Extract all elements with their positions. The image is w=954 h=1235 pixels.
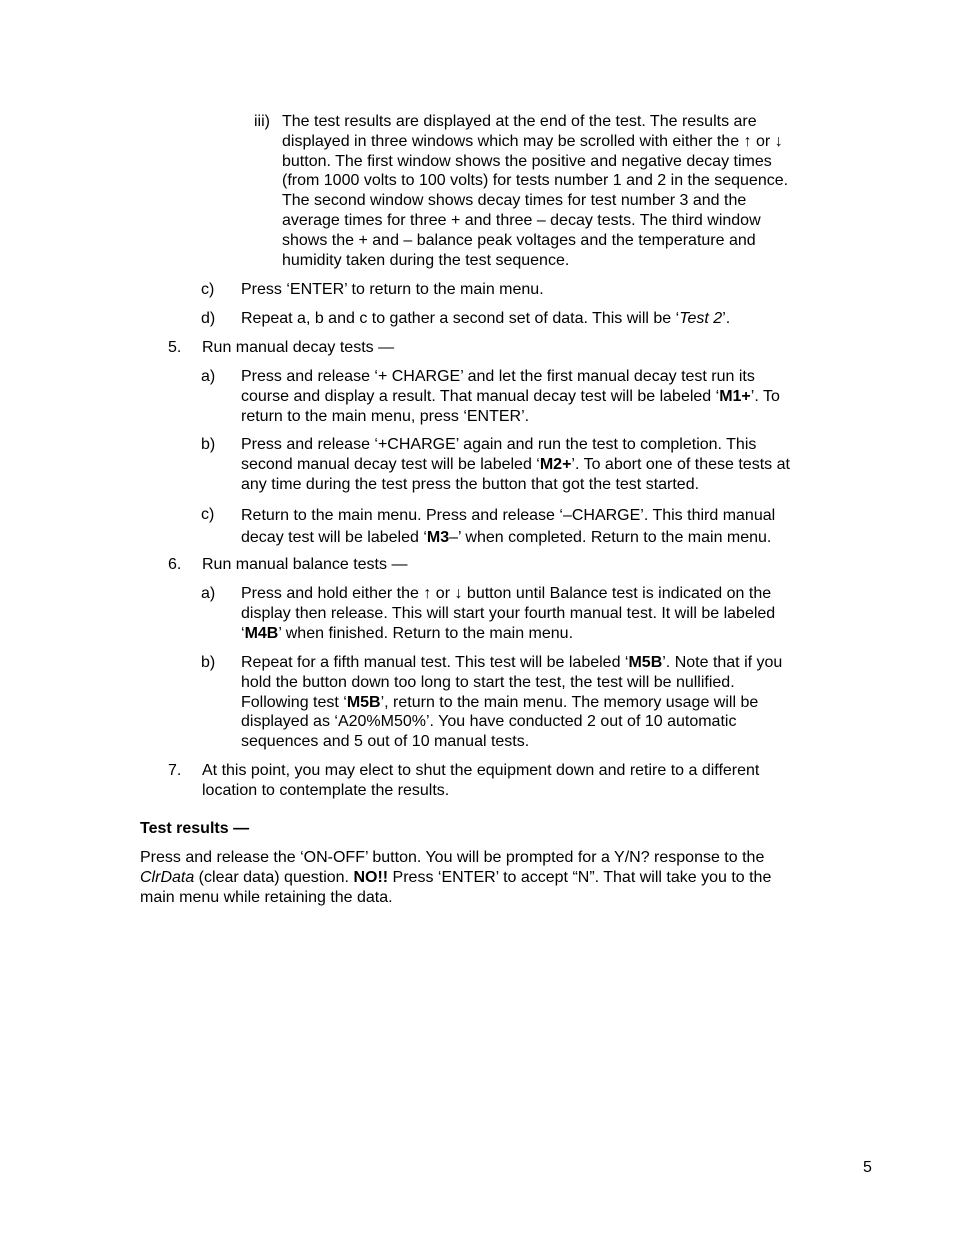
text-line: The second window shows decay times for test number 3 and the — [282, 192, 747, 210]
text-line: displayed in three windows which may be scrolled with either the ↑ or ↓ — [282, 132, 783, 150]
bold-label: M2+ — [539, 455, 572, 473]
item-label: b) — [201, 436, 216, 453]
down-arrow-icon: ↓ — [454, 585, 463, 602]
text-line: Following test ‘M5B’, return to the main menu. The memory usage will be — [241, 693, 759, 711]
text-line: course and display a result. That manual decay test will be labeled ‘M1+’. To — [241, 387, 780, 405]
text-line: any time during the test press the button that got the test started. — [241, 475, 700, 493]
down-arrow-icon: ↓ — [774, 132, 783, 150]
up-arrow-icon: ↑ — [423, 585, 432, 602]
bold-label: M5B — [346, 693, 381, 711]
text-line: ClrData (clear data) question. NO!! Press ‘ENTER’ to accept “N”. That will take you to the — [140, 868, 772, 886]
text-line: humidity taken during the test sequence. — [282, 251, 570, 269]
item-label: b) — [201, 654, 216, 671]
bold-label: M4B — [244, 624, 279, 642]
text-line: average times for three + and three – decay tests. The third window — [282, 211, 761, 229]
item-label: a) — [201, 585, 216, 602]
step-text — [202, 338, 394, 358]
item-label: d) — [201, 310, 216, 327]
item-label: c) — [201, 506, 215, 523]
page-number: 5 — [863, 1159, 872, 1176]
section-paragraph — [140, 848, 771, 907]
bold-label: M5B — [628, 654, 663, 671]
text-line: (from 1000 volts to 100 volts) for tests number 1 and 2 in the sequence. — [282, 172, 789, 190]
text-line: ‘M4B’ when finished. Return to the main menu. — [241, 624, 574, 642]
text-line: sequences and 5 out of 10 manual tests. — [241, 733, 530, 751]
text-line: hold the button down too long to start the test, the test will be nullified. — [241, 673, 735, 691]
step-number: 7. — [168, 762, 182, 779]
item-text — [241, 435, 790, 494]
section-heading: Test results — — [140, 820, 250, 837]
text-line: Press and release the ‘ON-OFF’ button. You will be prompted for a Y/N? response to the — [140, 849, 765, 866]
item-label: a) — [201, 368, 216, 385]
step-number: 6. — [168, 556, 182, 573]
text-line: main menu while retaining the data. — [140, 888, 393, 906]
bold-label: M3 — [426, 528, 450, 546]
step-number: 5. — [168, 339, 182, 356]
text-line: shows the + and – balance peak voltages and the temperature and — [282, 231, 756, 249]
italic-term: Test 2 — [679, 310, 723, 327]
item-text — [241, 280, 544, 300]
text-line: Run manual decay tests — — [202, 339, 395, 356]
item-text — [241, 505, 775, 548]
text-line: return to the main menu, press ‘ENTER’. — [241, 407, 530, 425]
item-text — [241, 309, 730, 329]
text-line: Repeat a, b and c to gather a second set of data. This will be ‘Test 2’. — [241, 310, 731, 327]
text-line: Press and release ‘+CHARGE’ again and run the test to completion. This — [241, 436, 757, 453]
text-line: At this point, you may elect to shut the equipment down and retire to a different — [202, 762, 760, 779]
text-line: Press and hold either the ↑ or ↓ button until Balance test is indicated on the — [241, 585, 772, 602]
item-text — [241, 653, 782, 752]
text-line: The test results are displayed at the end of the test. The results are — [282, 113, 757, 130]
item-label: c) — [201, 281, 215, 298]
up-arrow-icon: ↑ — [743, 132, 752, 150]
text-line: Press and release ‘+ CHARGE’ and let the first manual decay test run its — [241, 368, 755, 385]
text-line: Repeat for a fifth manual test. This test will be labeled ‘M5B’. Note that if you — [241, 654, 783, 671]
step-text — [202, 761, 759, 801]
item-text — [241, 584, 775, 643]
text-line: displayed as ‘A20%M50%’. You have conducted 2 out of 10 automatic — [241, 713, 737, 731]
step-text — [202, 555, 407, 575]
italic-term: ClrData — [140, 868, 195, 886]
text-line: Run manual balance tests — — [202, 556, 408, 573]
text-line: decay test will be labeled ‘M3–’ when completed. Return to the main menu. — [241, 528, 772, 546]
text-line: button. The first window shows the positive and negative decay times — [282, 152, 772, 170]
text-line: Press ‘ENTER’ to return to the main menu. — [241, 281, 544, 298]
text-line: display then release. This will start your fourth manual test. It will be labeled — [241, 604, 776, 622]
bold-label: M1+ — [719, 387, 751, 405]
text-line: Return to the main menu. Press and release ‘–CHARGE’. This third manual — [241, 507, 776, 524]
item-text — [241, 367, 780, 426]
bold-label: NO!! — [353, 868, 389, 886]
item-label: iii) — [254, 113, 270, 130]
text-line: second manual decay test will be labeled ‘M2+’. To abort one of these tests at — [241, 455, 790, 473]
item-text — [282, 112, 788, 270]
text-line: location to contemplate the results. — [202, 781, 450, 799]
